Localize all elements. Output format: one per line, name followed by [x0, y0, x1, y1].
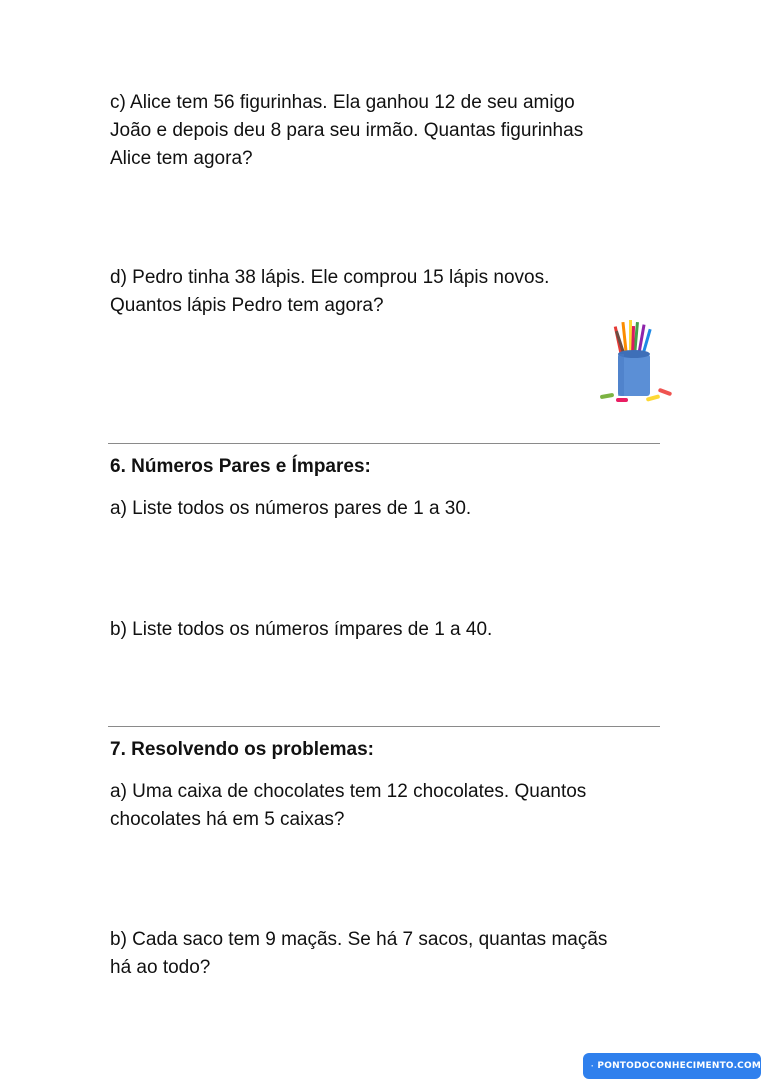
question-c-line: João e depois deu 8 para seu irmão. Quantas figurinhas — [110, 120, 584, 141]
question-d-line: d) Pedro tinha 38 lápis. Ele comprou 15 lápis novos. — [110, 267, 550, 288]
question-7a-line: chocolates há em 5 caixas? — [110, 809, 345, 830]
question-7b-line: há ao todo? — [110, 957, 211, 978]
question-7b-line: b) Cada saco tem 9 maçãs. Se há 7 sacos, quantas maçãs — [110, 929, 608, 950]
question-6a — [110, 495, 670, 523]
site-name: PONTODOCONHECIMENTO.COM — [597, 1061, 761, 1071]
pencil-cup-icon — [596, 316, 676, 406]
site-badge[interactable] — [583, 1053, 761, 1079]
question-d — [110, 264, 670, 320]
question-7a — [110, 778, 670, 834]
section-6-title: 6. Números Pares e Ímpares: — [110, 456, 371, 477]
divider — [108, 443, 660, 444]
graduation-cap-icon — [591, 1059, 593, 1073]
question-6b-line: b) Liste todos os números ímpares de 1 a 40. — [110, 619, 493, 640]
question-c-line: c) Alice tem 56 figurinhas. Ela ganhou 12 de seu amigo — [110, 92, 575, 113]
divider — [108, 726, 660, 727]
question-c — [110, 89, 670, 173]
question-6b — [110, 616, 670, 644]
question-7a-line: a) Uma caixa de chocolates tem 12 chocolates. Quantos — [110, 781, 587, 802]
question-6a-line: a) Liste todos os números pares de 1 a 30. — [110, 498, 472, 519]
question-7b — [110, 926, 670, 982]
question-c-line: Alice tem agora? — [110, 148, 253, 169]
section-7-title: 7. Resolvendo os problemas: — [110, 739, 374, 760]
question-d-line: Quantos lápis Pedro tem agora? — [110, 295, 384, 316]
